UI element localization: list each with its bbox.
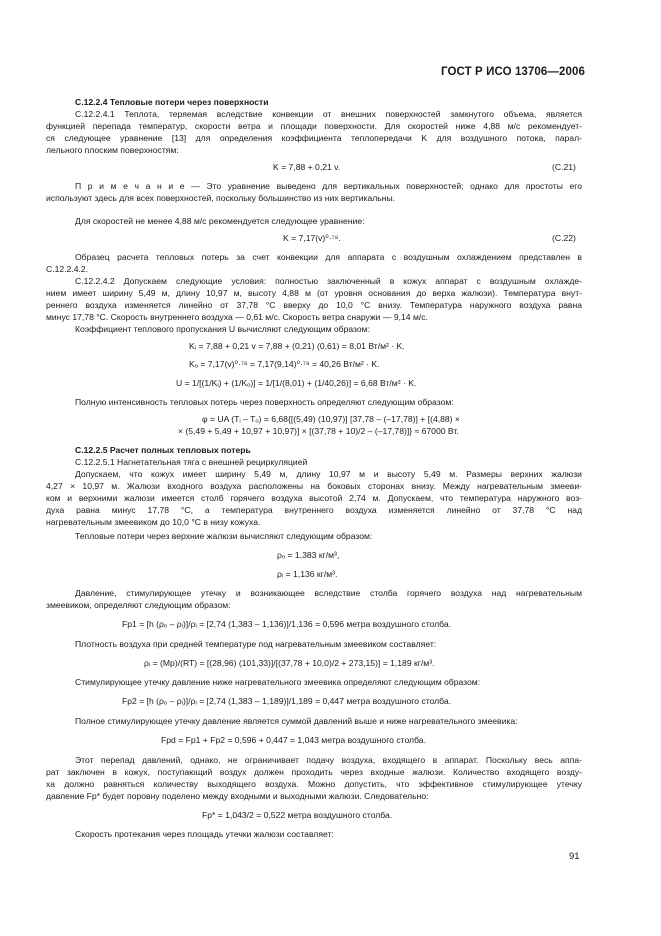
paragraph-line: змеевиком, определяют следующим образом: [46,600,231,610]
paragraph-line: нием имеет ширину 5,49 м, длину 10,97 м, высоту 4,88 м (от уровня основания до верха жалюзи). Температура внут- [46,288,582,298]
paragraph-line: Плотность воздуха при средней температуре под нагревательным змеевиком составляет: [75,639,437,649]
section-heading: C.12.2.4 Тепловые потери через поверхности [75,97,269,107]
paragraph-line: реннего воздуха изменяется линейно от 37,78 °C вверху до 10,0 °C внизу. Температура наружного воздуха равна [46,300,582,310]
paragraph-line: Тепловые потери через верхние жалюзи вычисляют следующим образом: [75,531,373,541]
paragraph-line: Для скоростей не менее 4,88 м/с рекомендуется следующее уравнение: [75,216,365,226]
equation: ρₒ = 1,383 кг/м³, [277,550,340,560]
paragraph-line: C.12.2.4.1 Теплота, теряемая вследствие конвекции от внешних поверхностей замкнутого объема, является [75,109,582,119]
paragraph-line: функцией перепада температур, скорости ветра и площади поверхности. Для скоростей ниже 4,88 м/с рекомендует- [46,121,582,131]
subsection-heading: C.12.2.5.1 Нагнетательная тяга с внешней рециркуляцией [75,457,308,467]
equation: Kₒ = 7,17(v)⁰·⁷⁸ = 7,17(9,14)⁰·⁷⁸ = 40,26 Вт/м² · K. [189,359,380,369]
paragraph-line: Допускаем, что кожух имеет ширину 5,49 м, длину 10,97 м и высоту 5,49 м. Размеры верхних жалюзи [75,469,582,479]
paragraph-line: C.12.2.4.2 Допускаем следующие условия: полностью заключенный в кожух аппарат с воздушным охлажде- [75,276,582,286]
paragraph-line: Полное стимулирующее утечку давление является суммой давлений выше и ниже нагревательного змеевика: [75,716,518,726]
equation: ρᵢ = (Mp)/(RT) = [(28,96) (101,33)]/[(37,78 + 10,0)/2 + 273,15)] = 1,189 кг/м³. [144,658,435,668]
equation: Fpd = Fp1 + Fp2 = 0,596 + 0,447 = 1,043 метра воздушного столба. [161,735,426,745]
paragraph-line: Стимулирующее утечку давление ниже нагревательного змеевика определяют следующим образом: [75,677,481,687]
paragraph-line: ком и верхними жалюзи имеется столб горячего воздуха высотой 2,74 м. Допускаем, что температура наружного воз- [46,493,582,503]
paragraph-line: ся следующее уравнение [13] для определения коэффициента теплопередачи K для воздушного потока, парал- [46,133,582,143]
page-number: 91 [569,851,580,862]
page-header: ГОСТ Р ИСО 13706—2006 [441,66,586,78]
equation: × (5,49 + 5,49 + 10,97 + 10,97)] × [(37,78 + 10)/2 – (–17,78)]} ≈ 67000 Вт. [178,426,459,436]
paragraph-line: ха должно равняться количеству выходящего воздуха. Можно допустить, что эффективное стимулирующее утечку [46,779,582,789]
paragraph-line: C.12.2.4.2. [46,264,89,274]
paragraph-line: нагревательным змеевиком до 10,0 °C в низу кожуха. [46,517,261,527]
paragraph-line: лельного плоским поверхностям: [46,145,179,155]
equation: ρᵢ = 1,136 кг/м³. [277,569,338,579]
equation: Fp* = 1,043/2 = 0,522 метра воздушного столба. [202,810,393,820]
equation: φ = UA (Tᵢ – Tₒ) = 6,68{[(5,49) (10,97)] [37,78 – (–17,78)] + [(4,88) × [202,414,460,424]
paragraph-line: Образец расчета тепловых потерь за счет конвекции для аппарата с воздушным охлаждением представлен в [75,252,582,262]
equation-number: (C.22) [552,233,576,243]
note-line: П р и м е ч а н и е — Это уравнение выведено для вертикальных поверхностей; однако для простоты его [75,181,582,191]
paragraph-line: минус 17,78 °C. Скорость внутреннего воздуха — 0,61 м/с. Скорость ветра снаружи — 9,14 м/с. [46,312,428,322]
paragraph-line: давление Fp* будет поровну поделено между входными и выходными жалюзи. Следовательно: [46,791,429,801]
equation: K = 7,17(v)⁰·⁷⁸. [283,233,341,243]
paragraph-line: Коэффициент теплового пропускания U вычисляют следующим образом: [75,324,370,334]
paragraph-line: 4,27 × 10,97 м. Жалюзи входного воздуха расположены на боковых сторонах внизу. Между нагревательным змееви- [46,481,582,491]
paragraph-line: духа равна минус 17,78 °C, а температура внутреннего воздуха изменяется линейно от 37,78 °C над [46,505,582,515]
equation: Kᵢ = 7,88 + 0,21 v = 7,88 + (0,21) (0,61) = 8,01 Вт/м² · K. [189,341,405,351]
paragraph-line: Скорость протекания через площадь утечки жалюзи составляет: [75,829,334,839]
equation: U = 1/[(1/Kᵢ) + (1/Kₒ)] = 1/[1/(8,01) + (1/40,26)] = 6,68 Вт/м² · K. [176,378,417,388]
equation: Fp2 = [h (ρₒ – ρᵢ)]/ρᵢ = [2,74 (1,383 – 1,189)]/1,189 = 0,447 метра воздушного столба. [122,696,452,706]
paragraph-line: Этот перепад давлений, однако, не ограничивает подачу воздуха, входящего в аппарат. Поскольку весь аппа- [75,755,582,765]
note-line: используют здесь для всех поверхностей, поскольку большинство из них вертикальны. [46,193,396,203]
equation-number: (C.21) [552,162,576,172]
paragraph-line: рат заключен в кожух, поступающий воздух должен проходить через входные жалюзи. Количество входящего возду- [46,767,582,777]
section-heading: C.12.2.5 Расчет полных тепловых потерь [75,445,251,455]
equation: Fp1 = [h (ρₒ – ρᵢ)]/ρᵢ = [2,74 (1,383 – 1,136)]/1,136 = 0,596 метра воздушного столба. [122,619,452,629]
equation: K = 7,88 + 0,21 v. [273,162,341,172]
paragraph-line: Давление, стимулирующее утечку и возникающее вследствие столба горячего воздуха над нагревательным [75,588,582,598]
paragraph-line: Полную интенсивность тепловых потерь через поверхность определяют следующим образом: [75,397,454,407]
